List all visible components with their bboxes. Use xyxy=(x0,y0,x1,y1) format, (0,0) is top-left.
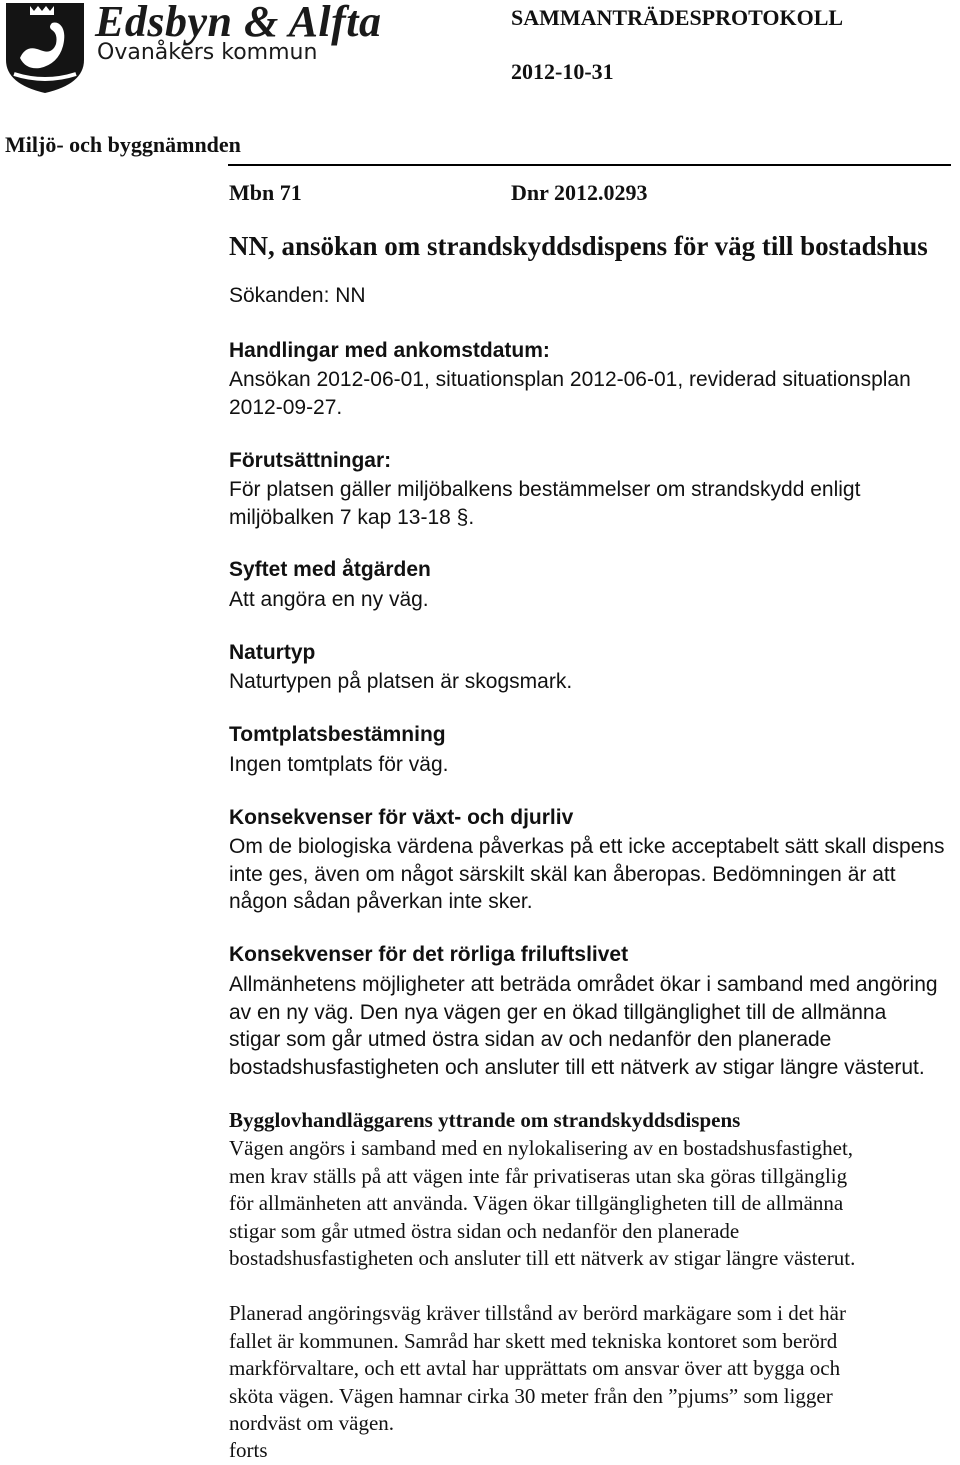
municipality-logo xyxy=(0,0,382,95)
diary-number: Dnr 2012.0293 xyxy=(511,180,648,205)
purpose-heading: Syftet med åtgärden xyxy=(229,558,431,581)
recreation-body: Allmänhetens möjligheter att beträda området ökar i samband med angöring av en ny väg. Den nya vägen ger en ökad tillgänglighet till de allmänna stigar som går utmed östra sidan av och nedanför den planerade bostadshusfastigheten och ansluter till ett nätverk av stigar längre västerut. xyxy=(229,973,938,1079)
document-type: SAMMANTRÄDESPROTOKOLL xyxy=(511,5,844,30)
plot-body: Ingen tomtplats för väg. xyxy=(229,753,449,776)
swan-crest-icon xyxy=(0,0,90,95)
purpose-body: Att angöra en ny väg. xyxy=(229,588,429,611)
nature-type-body: Naturtypen på platsen är skogsmark. xyxy=(229,670,573,693)
documents-body: Ansökan 2012-06-01, situationsplan 2012-06-01, reviderad situationsplan 2012-09-27. xyxy=(229,368,911,419)
committee-name: Miljö- och byggnämnden xyxy=(5,132,241,157)
logo-subtitle: Ovanåkers kommun xyxy=(97,40,318,65)
prerequisites-heading xyxy=(229,449,391,473)
officer-statement-heading: Bygglovhandläggarens yttrande om strandskyddsdispens xyxy=(229,1108,741,1132)
planned-road-body: Planerad angöringsväg kräver tillstånd av berörd markägare som i det här fallet är kommunen. Samråd har skett med tekniska kontoret som berörd markförvaltare, och ett avtal har upprättats om ansvar över att bygga och sköta vägen. Vägen hamnar cirka 30 meter från den ”pjums” som ligger nordväst om vägen. xyxy=(229,1301,846,1436)
flora-fauna-heading: Konsekvenser för växt- och djurliv xyxy=(229,806,574,829)
flora-fauna-body: Om de biologiska värdena påverkas på ett icke acceptabelt sätt skall dispens inte ges, även om något särskilt skäl kan åberopas. Bedömningen är att någon sådan påverkan inte sker. xyxy=(229,835,945,914)
prerequisites-body: För platsen gäller miljöbalkens bestämmelser om strandskydd enligt miljöbalken 7 kap 13-18 §. xyxy=(229,478,861,529)
applicant-line: Sökanden: NN xyxy=(229,284,366,307)
case-title: NN, ansökan om strandskyddsdispens för väg till bostadshus xyxy=(229,231,928,261)
header-divider xyxy=(228,164,951,166)
continuation-note: forts xyxy=(229,1438,268,1462)
plot-heading: Tomtplatsbestämning xyxy=(229,723,446,746)
document-date: 2012-10-31 xyxy=(511,59,614,84)
logo-title: Edsbyn & Alfta xyxy=(95,0,382,46)
documents-heading: Handlingar med ankomstdatum: xyxy=(229,339,550,362)
prerequisites-heading-label: Förutsättningar: xyxy=(229,449,392,472)
paragraph-number: Mbn 71 xyxy=(229,180,302,205)
recreation-heading: Konsekvenser för det rörliga friluftslivet xyxy=(229,943,629,966)
nature-type-heading: Naturtyp xyxy=(229,641,316,664)
officer-statement-body: Vägen angörs i samband med en nylokalisering av en bostadshusfastighet, men krav ställs på att vägen inte får privatiseras utan ska göras tillgänglig för allmänheten att använda. Vägen ökar tillgängligheten till de allmänna stigar som går utmed östra sidan och nedanför den planerade bostadshusfastigheten och ansluter till ett nätverk av stigar längre västerut. xyxy=(229,1136,856,1271)
